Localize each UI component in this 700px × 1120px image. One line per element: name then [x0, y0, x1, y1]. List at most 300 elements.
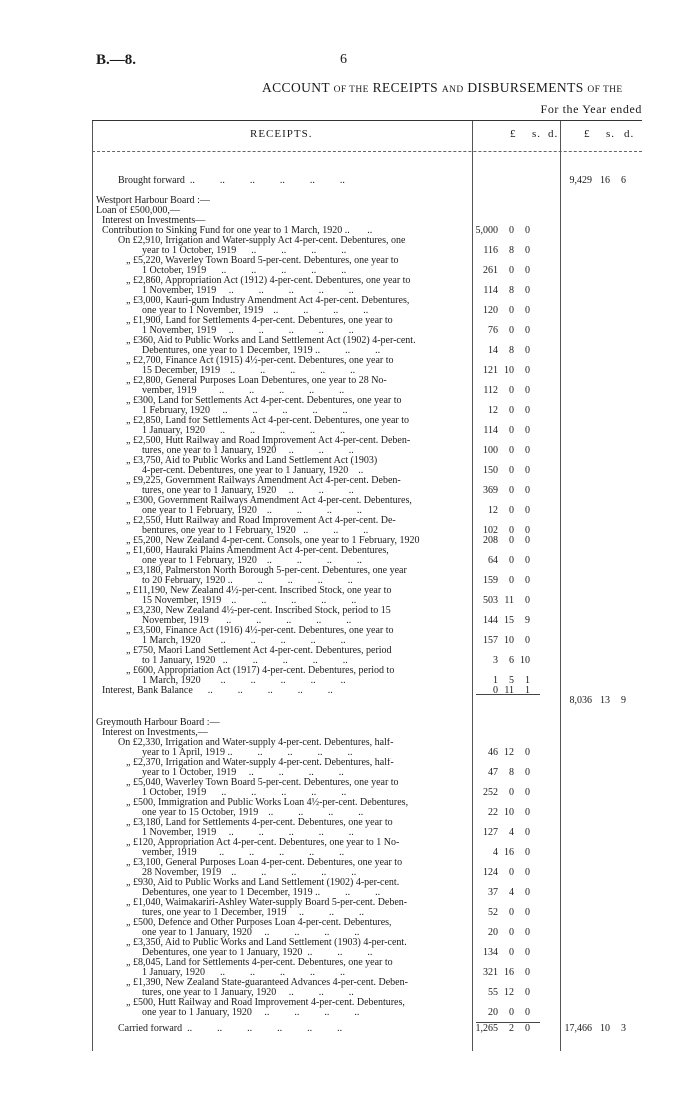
total-pence: [610, 566, 626, 576]
total-pence: [610, 306, 626, 316]
total-pounds: [552, 406, 592, 416]
row-description: „ £2,700, Finance Act (1915) 4½-per-cent. Debentures, one year to: [126, 356, 394, 366]
total-amount: [530, 256, 626, 266]
total-amount: [530, 396, 626, 406]
amount-shillings: [498, 718, 514, 728]
amount-pence: 0: [525, 887, 530, 898]
total-pounds: [552, 878, 592, 888]
row-description: one year to 1 January, 1920 .. .. .. ..: [142, 1008, 360, 1018]
amount-shillings: 0: [509, 425, 514, 436]
table-row: [96, 988, 642, 998]
total-shillings: [592, 998, 610, 1008]
row-description: 1 March, 1920 .. .. .. .. ..: [142, 676, 346, 686]
total-amount: [530, 718, 626, 728]
amount-pounds: 37: [488, 887, 498, 898]
total-pounds: [552, 506, 592, 516]
total-shillings: [592, 246, 610, 256]
total-amount: [530, 486, 626, 496]
total-amount: [530, 646, 626, 656]
total-amount: [530, 316, 626, 326]
total-pence: [610, 788, 626, 798]
total-amount: [530, 586, 626, 596]
total-pounds: [552, 616, 592, 626]
table-row: [96, 848, 642, 858]
total-pounds: [552, 656, 592, 666]
row-description: one year to 15 October, 1919 .. .. .. ..: [142, 808, 364, 818]
total-pounds: [552, 356, 592, 366]
total-shillings: [592, 216, 610, 226]
amount-pence: 0: [525, 947, 530, 958]
total-amount: [530, 206, 626, 216]
table-row: [96, 506, 642, 516]
amount-pence: 0: [525, 325, 530, 336]
total-pence: [610, 226, 626, 236]
amount-pence: 0: [525, 345, 530, 356]
total-pence: [610, 958, 626, 968]
total-shillings: [592, 768, 610, 778]
table-row: [96, 566, 642, 576]
total-shillings: [592, 466, 610, 476]
row-description: November, 1919 .. .. .. .. ..: [142, 616, 352, 626]
total-shillings: [592, 748, 610, 758]
total-pounds: [552, 858, 592, 868]
total-pounds: [552, 456, 592, 466]
total-amount: [530, 366, 626, 376]
amount-shillings: 0: [509, 405, 514, 416]
amount-pence: 0: [525, 907, 530, 918]
row-description: „ £3,230, New Zealand 4½-per-cent. Inscribed Stock, period to 15: [126, 606, 391, 616]
total-pence: [610, 646, 626, 656]
total-shillings: [592, 1008, 610, 1018]
amount-shillings: 0: [509, 325, 514, 336]
total-pounds: [552, 566, 592, 576]
amount-pounds: 52: [488, 907, 498, 918]
total-shillings: [592, 556, 610, 566]
total-pence: [610, 396, 626, 406]
row-description: Debentures, one year to 1 December, 1919 .. .. ..: [142, 888, 381, 898]
row-description: bentures, one year to 1 February, 1920 .. .. ..: [142, 526, 369, 536]
table-row: [96, 718, 642, 728]
total-pence: [610, 446, 626, 456]
table-row: [96, 616, 642, 626]
table-row: [96, 888, 642, 898]
total-shillings: [592, 888, 610, 898]
row-description: Carried forward .. .. .. .. .. ..: [118, 1024, 343, 1034]
amount-pounds: 127: [483, 827, 498, 838]
total-amount: [530, 456, 626, 466]
total-amount: [530, 346, 626, 356]
total-pounds: [552, 516, 592, 526]
total-amount: [530, 216, 626, 226]
amount-pounds: 114: [483, 425, 498, 436]
total-pence: [610, 386, 626, 396]
total-pounds: [552, 728, 592, 738]
total-amount: [530, 266, 626, 276]
amount-shillings: 8: [509, 285, 514, 296]
table-row: [96, 666, 642, 676]
total-pounds: [552, 948, 592, 958]
table-row: [96, 246, 642, 256]
total-shillings: [592, 908, 610, 918]
amount-pence: [514, 196, 530, 206]
table-row: [96, 838, 642, 848]
row-description: year to 1 October, 1919 .. .. .. ..: [142, 768, 344, 778]
table-row: [96, 446, 642, 456]
total-amount: [530, 526, 626, 536]
title-part: AND: [441, 85, 464, 95]
total-shillings: [592, 206, 610, 216]
total-shillings: [592, 416, 610, 426]
total-amount: [530, 808, 626, 818]
total-pounds: [552, 226, 592, 236]
total-pence: [610, 506, 626, 516]
amount-shillings: 0: [509, 305, 514, 316]
total-amount: [530, 788, 626, 798]
table-row: [96, 898, 642, 908]
amount-shillings: 0: [509, 265, 514, 276]
total-pence: [610, 366, 626, 376]
amount-shillings: 16: [504, 967, 514, 978]
total-amount: [530, 176, 626, 186]
row-description: Loan of £500,000,—: [96, 206, 180, 216]
total-pence: 9: [621, 695, 626, 706]
total-amount: [530, 326, 626, 336]
total-pence: [610, 828, 626, 838]
total-pounds: [552, 818, 592, 828]
table-row: [96, 798, 642, 808]
row-description: „ £11,190, New Zealand 4½-per-cent. Inscribed Stock, one year to: [126, 586, 392, 596]
total-pence: [610, 196, 626, 206]
row-description: Westport Harbour Board :—: [96, 196, 210, 206]
table-row: [96, 908, 642, 918]
table-row: [96, 596, 642, 606]
table-row: [96, 296, 642, 306]
total-amount: [530, 226, 626, 236]
total-pounds: [552, 738, 592, 748]
total-shillings: [592, 838, 610, 848]
row-description: one year to 1 January, 1920 .. .. .. ..: [142, 928, 360, 938]
total-amount: [530, 818, 626, 828]
amount-shillings: [498, 206, 514, 216]
table-row: [96, 958, 642, 968]
total-pounds: [552, 466, 592, 476]
row-description: „ £3,180, Land for Settlements 4-per-cent. Debentures, one year to: [126, 818, 393, 828]
row-description: Contribution to Sinking Fund for one year to 1 March, 1920 .. ..: [102, 226, 373, 236]
row-description: 1 October, 1919 .. .. .. .. ..: [142, 788, 347, 798]
page-subtitle: For the Year ended: [540, 102, 642, 116]
title-part: OF THE: [333, 85, 369, 95]
table-row: [96, 406, 642, 416]
table-row: [96, 496, 642, 506]
amount-pence: 0: [525, 767, 530, 778]
amount-pounds: 134: [483, 947, 498, 958]
document-reference: B.—8.: [96, 52, 137, 68]
amount-pounds: 157: [483, 635, 498, 646]
total-pounds: [552, 376, 592, 386]
total-shillings: [592, 256, 610, 266]
total-shillings: [592, 376, 610, 386]
amount-shillings: 0: [509, 465, 514, 476]
total-shillings: [592, 576, 610, 586]
total-pence: [610, 888, 626, 898]
total-shillings: [592, 928, 610, 938]
total-pence: [610, 948, 626, 958]
total-pounds: [552, 788, 592, 798]
row-description: Interest on Investments,—: [102, 728, 208, 738]
amount-pounds: 5,000: [475, 225, 498, 236]
total-shillings: [592, 306, 610, 316]
total-pounds: [552, 808, 592, 818]
row-description: vember, 1919 .. .. .. .. ..: [142, 386, 345, 396]
amount-pounds: 252: [483, 787, 498, 798]
page-number: 6: [340, 52, 347, 67]
total-pounds: 17,466: [564, 1023, 592, 1034]
table-row: [96, 998, 642, 1008]
total-amount: [530, 676, 626, 686]
amount-shillings: 11: [504, 685, 514, 696]
amount-shillings: 11: [504, 595, 514, 606]
table-row: [96, 858, 642, 868]
shillings-header: s.: [532, 128, 542, 140]
total-pence: [610, 768, 626, 778]
row-description: Brought forward .. .. .. .. .. ..: [118, 176, 345, 186]
total-shillings: 16: [600, 175, 610, 186]
amount-pence: 0: [525, 365, 530, 376]
total-pounds: [552, 666, 592, 676]
amount-pence: 0: [525, 1007, 530, 1018]
table-row: [96, 276, 642, 286]
amount-pounds: 102: [483, 525, 498, 536]
total-pounds: [552, 366, 592, 376]
total-pence: [610, 346, 626, 356]
amount-pounds: 369: [483, 485, 498, 496]
total-amount: [530, 828, 626, 838]
amount-pounds: 55: [488, 987, 498, 998]
total-pence: [610, 676, 626, 686]
table-row: [96, 948, 642, 958]
amount-pence: 0: [525, 245, 530, 256]
total-amount: [530, 196, 626, 206]
row-description: „ £360, Aid to Public Works and Land Settlement Act (1902) 4-per-cent.: [126, 336, 416, 346]
receipts-header: RECEIPTS.: [250, 128, 313, 140]
table-row: [96, 456, 642, 466]
total-shillings: [592, 226, 610, 236]
total-pence: [610, 336, 626, 346]
amount-pence: 1: [525, 685, 530, 696]
row-description: „ £5,040, Waverley Town Board 5-per-cent. Debentures, one year to: [126, 778, 399, 788]
total-pence: [610, 798, 626, 808]
total-shillings: [592, 396, 610, 406]
table-row: [96, 326, 642, 336]
total-shillings: [592, 436, 610, 446]
total-amount: [530, 888, 626, 898]
total-shillings: [592, 516, 610, 526]
total-shillings: [592, 506, 610, 516]
row-description: „ £2,850, Land for Settlements Act 4-per-cent. Debentures, one year to: [126, 416, 410, 426]
total-pence: [610, 596, 626, 606]
total-amount: [530, 898, 626, 908]
row-description: „ £5,220, Waverley Town Board 5-per-cent. Debentures, one year to: [126, 256, 399, 266]
row-description: „ £5,200, New Zealand 4-per-cent. Consols, one year to 1 February, 1920: [126, 536, 420, 546]
table-row: [96, 748, 642, 758]
amount-pence: 0: [525, 847, 530, 858]
amount-shillings: [498, 728, 514, 738]
total-pence: [610, 656, 626, 666]
row-description: 1 October, 1919 .. .. .. .. ..: [142, 266, 347, 276]
amount-pence: 0: [525, 987, 530, 998]
total-pence: [610, 626, 626, 636]
total-shillings: [592, 366, 610, 376]
total-amount: [530, 416, 626, 426]
total-pounds: [552, 536, 592, 546]
total-amount: [530, 848, 626, 858]
total-shillings: [592, 848, 610, 858]
table-row: [96, 868, 642, 878]
row-description: tures, one year to 1 January, 1920 .. .. ..: [142, 446, 354, 456]
total-pence: [610, 868, 626, 878]
row-description: Interest on Investments—: [102, 216, 206, 226]
table-row: [96, 466, 642, 476]
total-amount: [530, 596, 626, 606]
total-pence: [610, 586, 626, 596]
total-pounds: [552, 526, 592, 536]
total-pounds: [552, 386, 592, 396]
total-pounds: [552, 236, 592, 246]
total-shillings: [592, 938, 610, 948]
table-row: [96, 346, 642, 356]
total-shillings: [592, 196, 610, 206]
amount-pounds: 261: [483, 265, 498, 276]
total-shillings: [592, 426, 610, 436]
total-pence: [610, 286, 626, 296]
total-amount: [530, 968, 626, 978]
table-row: [96, 396, 642, 406]
total-amount: [530, 376, 626, 386]
total-pence: [610, 526, 626, 536]
amount-pence: [514, 206, 530, 216]
amount-pounds: 1: [493, 675, 498, 686]
row-description: 15 December, 1919 .. .. .. .. ..: [142, 366, 356, 376]
total-amount: [530, 908, 626, 918]
table-row: [96, 386, 642, 396]
total-amount: [530, 506, 626, 516]
total-amount: [530, 868, 626, 878]
total-amount: [530, 918, 626, 928]
total-amount: [530, 778, 626, 788]
amount-shillings: 0: [509, 445, 514, 456]
amount-pence: 0: [525, 967, 530, 978]
left-column-rule: [92, 121, 93, 1051]
table-row: [96, 1024, 642, 1034]
row-description: one year to 1 November, 1919 .. .. .. ..: [142, 306, 369, 316]
row-description: „ £930, Aid to Public Works and Land Settlement (1902) 4-per-cent.: [126, 878, 400, 888]
total-shillings: [592, 526, 610, 536]
row-description: „ £1,390, New Zealand State-guaranteed Advances 4-per-cent. Deben-: [126, 978, 408, 988]
amount-pounds: 22: [488, 807, 498, 818]
total-pence: [610, 928, 626, 938]
total-amount: [530, 476, 626, 486]
table-row: [96, 768, 642, 778]
total-shillings: [592, 486, 610, 496]
table-row: [96, 526, 642, 536]
total-pounds: [552, 286, 592, 296]
row-description: „ £600, Appropriation Act (1917) 4-per-cent. Debentures, period to: [126, 666, 395, 676]
amount-pounds: 47: [488, 767, 498, 778]
total-pounds: [552, 626, 592, 636]
total-amount: [530, 728, 626, 738]
total-amount: [530, 406, 626, 416]
amount-pounds: [470, 696, 498, 706]
table-row: [96, 536, 642, 546]
amount-pounds: [470, 718, 498, 728]
table-row: [96, 306, 642, 316]
total-pounds: [552, 206, 592, 216]
table-row: [96, 256, 642, 266]
total-amount: [530, 436, 626, 446]
total-amount: [530, 768, 626, 778]
row-description: „ £1,600, Hauraki Plains Amendment Act 4-per-cent. Debentures,: [126, 546, 389, 556]
total-pence: [610, 1008, 626, 1018]
total-pounds: [552, 898, 592, 908]
amount-pounds: 1,265: [475, 1023, 498, 1034]
row-description: year to 1 October, 1919 .. .. .. ..: [142, 246, 347, 256]
total-pence: [610, 426, 626, 436]
row-description: 1 January, 1920 .. .. .. .. ..: [142, 426, 345, 436]
total-pounds: [552, 636, 592, 646]
total-shillings: [592, 296, 610, 306]
row-description: 1 November, 1919 .. .. .. .. ..: [142, 286, 354, 296]
total-amount: [530, 948, 626, 958]
total-pounds: 9,429: [569, 175, 592, 186]
table-row: [96, 216, 642, 226]
total-pounds: [552, 486, 592, 496]
total-pence: [610, 376, 626, 386]
total-pounds: [552, 346, 592, 356]
table-row: [96, 828, 642, 838]
table-row: [96, 286, 642, 296]
amount-pence: 0: [525, 285, 530, 296]
total-shillings: [592, 808, 610, 818]
total-amount: [530, 958, 626, 968]
amount-shillings: 2: [509, 1023, 514, 1034]
pence-header: d.: [548, 128, 559, 140]
total-amount: [530, 246, 626, 256]
total-pence: 3: [621, 1023, 626, 1034]
total-pounds: [552, 556, 592, 566]
total-pounds: [552, 266, 592, 276]
total-shillings: [592, 656, 610, 666]
total-pence: [610, 406, 626, 416]
total-shillings: [592, 676, 610, 686]
total-amount: [530, 386, 626, 396]
total-amount: [530, 758, 626, 768]
total-shillings: [592, 476, 610, 486]
total-shillings: [592, 828, 610, 838]
amount-shillings: 10: [504, 807, 514, 818]
total-pence: [610, 808, 626, 818]
total-amount: [530, 858, 626, 868]
total-pounds: [552, 426, 592, 436]
total-pence: [610, 316, 626, 326]
total-shillings: [592, 496, 610, 506]
table-row: [96, 696, 642, 706]
total-pounds: [552, 336, 592, 346]
total-pounds: [552, 978, 592, 988]
total-pounds: [552, 1008, 592, 1018]
total-amount: [530, 426, 626, 436]
table-row: [96, 738, 642, 748]
total-pounds: [552, 908, 592, 918]
